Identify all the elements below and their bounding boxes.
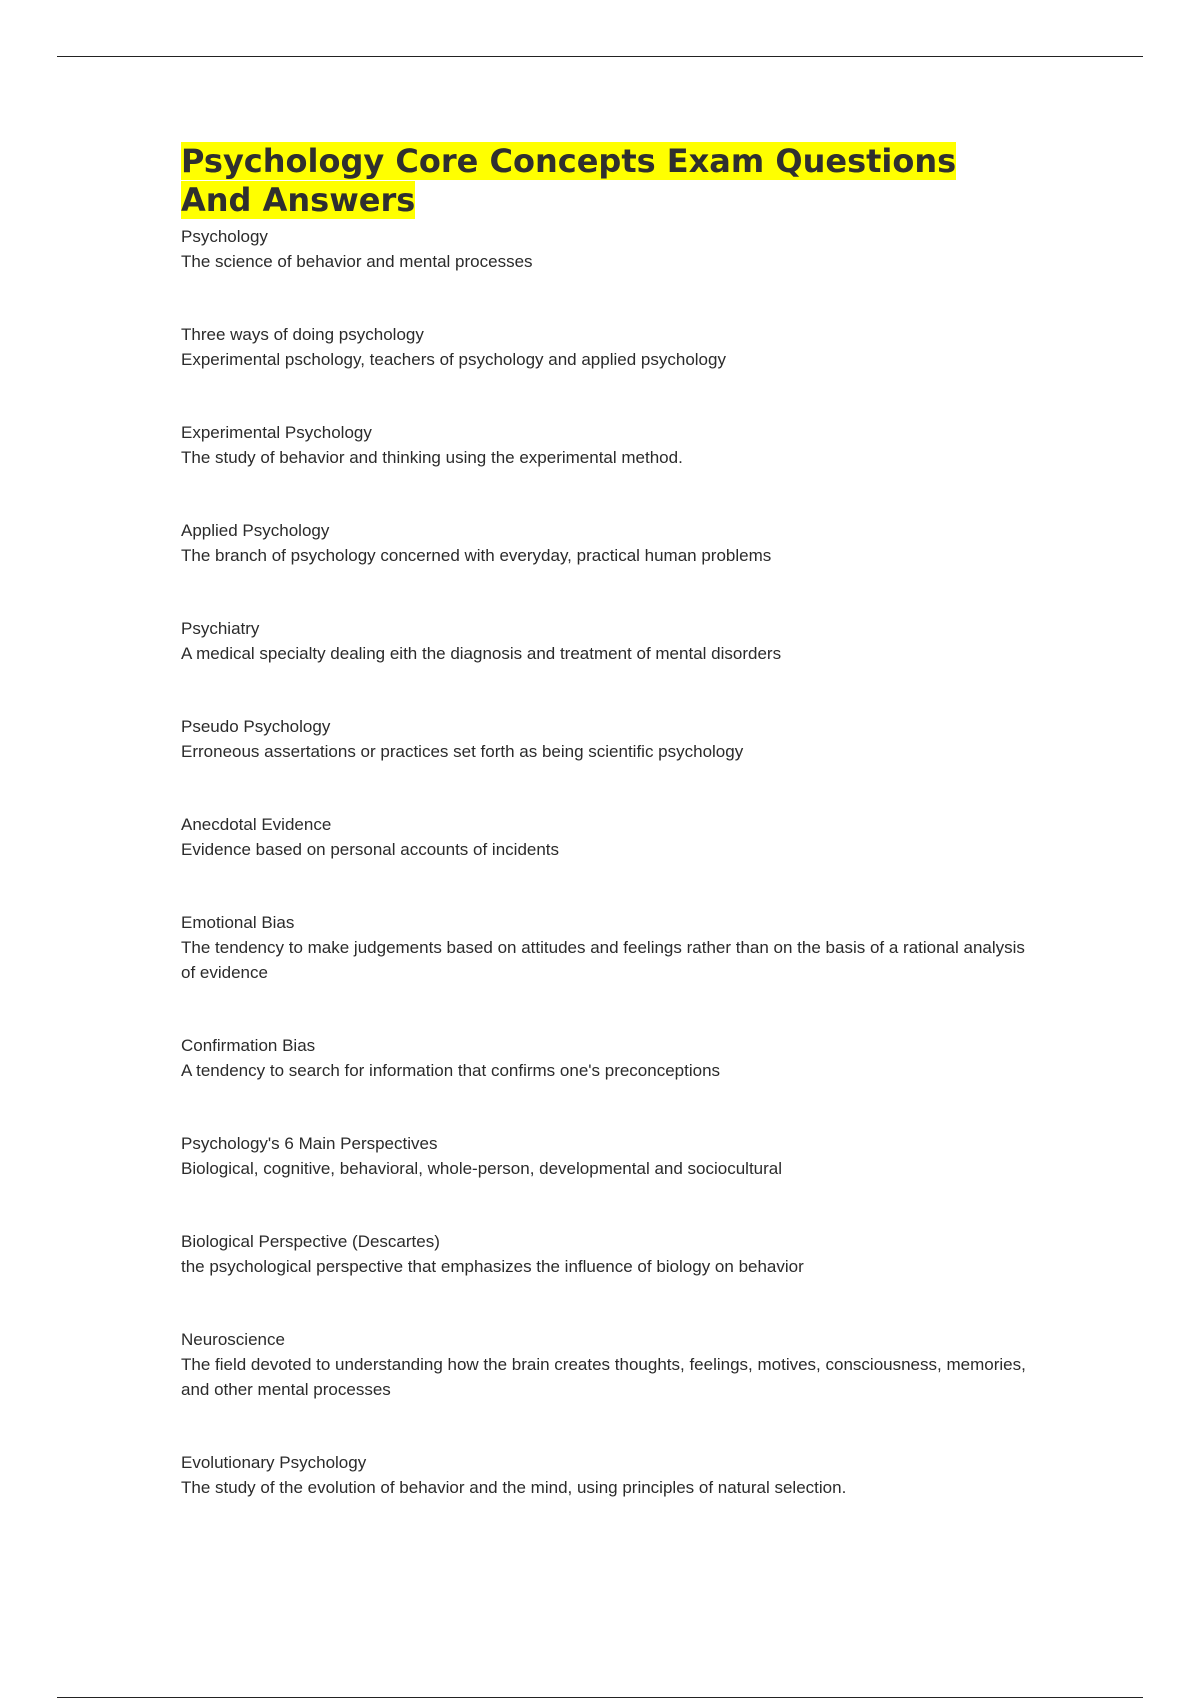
entry-definition: The study of the evolution of behavior and the mind, using principles of natural selection.	[181, 1478, 847, 1497]
qa-entry	[181, 518, 1041, 568]
entry-definition: the psychological perspective that emphasizes the influence of biology on behavior	[181, 1257, 804, 1276]
title-line-1: Psychology Core Concepts Exam Questions	[181, 142, 957, 180]
bottom-rule	[57, 1697, 1143, 1698]
qa-entry	[181, 910, 1041, 985]
entry-term: Psychology's 6 Main Perspectives	[181, 1134, 438, 1153]
entry-definition: Erroneous assertations or practices set forth as being scientific psychology	[181, 742, 744, 761]
entry-definition: The tendency to make judgements based on attitudes and feelings rather than on the basis of a rational analysis of evidence	[181, 938, 1025, 982]
entry-term: Anecdotal Evidence	[181, 815, 332, 834]
entry-term: Evolutionary Psychology	[181, 1453, 367, 1472]
qa-entry	[181, 616, 1041, 666]
entry-term: Neuroscience	[181, 1330, 285, 1349]
entry-term: Applied Psychology	[181, 521, 330, 540]
qa-entry	[181, 1327, 1041, 1402]
top-rule	[57, 56, 1143, 57]
qa-entry	[181, 1450, 1041, 1500]
title-line-2: And Answers	[181, 181, 416, 219]
entry-definition: Biological, cognitive, behavioral, whole-person, developmental and sociocultural	[181, 1159, 783, 1178]
qa-entry	[181, 812, 1041, 862]
entry-term: Experimental Psychology	[181, 423, 372, 442]
entry-definition: The study of behavior and thinking using the experimental method.	[181, 448, 683, 467]
qa-list	[181, 224, 1041, 1500]
entry-definition: Experimental pschology, teachers of psychology and applied psychology	[181, 350, 726, 369]
entry-definition: The science of behavior and mental processes	[181, 252, 533, 271]
qa-entry	[181, 714, 1041, 764]
entry-term: Psychology	[181, 227, 268, 246]
entry-term: Emotional Bias	[181, 913, 295, 932]
entry-definition: A medical specialty dealing eith the diagnosis and treatment of mental disorders	[181, 644, 782, 663]
entry-term: Confirmation Bias	[181, 1036, 316, 1055]
entry-definition: The field devoted to understanding how the brain creates thoughts, feelings, motives, consciousness, memories, and other mental processes	[181, 1355, 1026, 1399]
document-title	[181, 142, 1041, 220]
qa-entry	[181, 1033, 1041, 1083]
qa-entry	[181, 224, 1041, 274]
entry-term: Biological Perspective (Descartes)	[181, 1232, 440, 1251]
document-body	[181, 142, 1041, 1548]
qa-entry	[181, 322, 1041, 372]
qa-entry	[181, 420, 1041, 470]
entry-term: Pseudo Psychology	[181, 717, 331, 736]
entry-definition: The branch of psychology concerned with everyday, practical human problems	[181, 546, 772, 565]
entry-term: Three ways of doing psychology	[181, 325, 424, 344]
qa-entry	[181, 1131, 1041, 1181]
entry-definition: A tendency to search for information that confirms one's preconceptions	[181, 1061, 721, 1080]
qa-entry	[181, 1229, 1041, 1279]
entry-definition: Evidence based on personal accounts of incidents	[181, 840, 560, 859]
entry-term: Psychiatry	[181, 619, 260, 638]
